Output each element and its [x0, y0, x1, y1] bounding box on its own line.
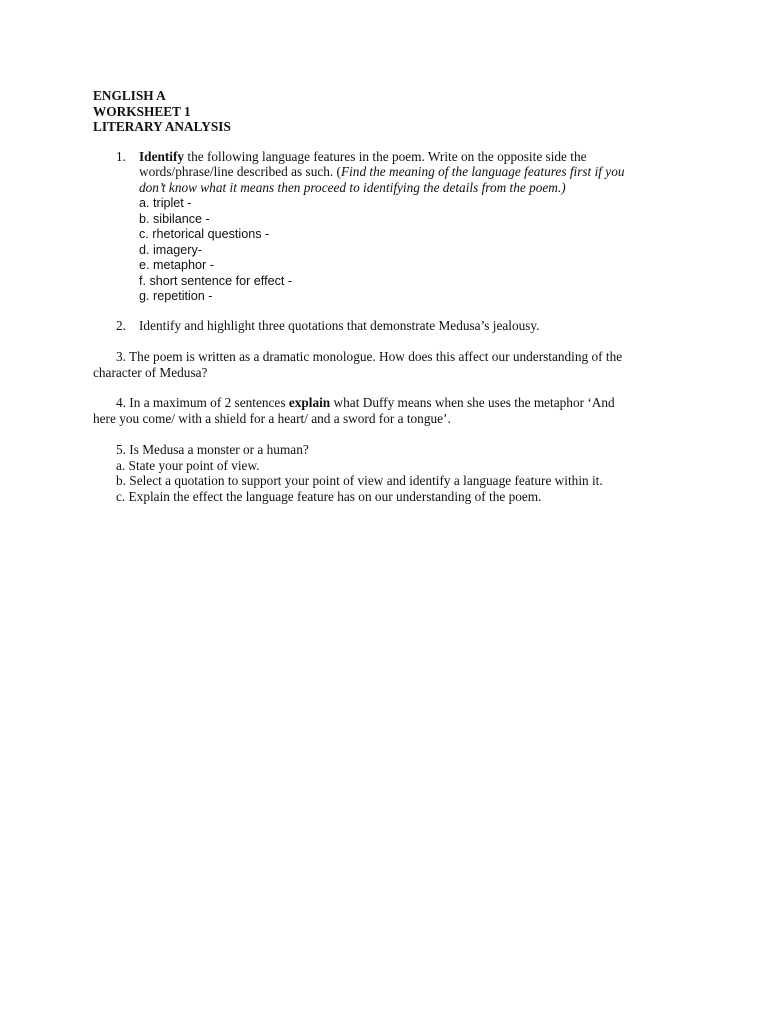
question-5-part-a: a. State your point of view. [116, 458, 260, 473]
question-3-line-1: 3. The poem is written as a dramatic monologue. How does this affect our understanding of the [116, 349, 623, 364]
question-2-number: 2. [116, 318, 126, 333]
question-3-line-2: character of Medusa? [93, 365, 208, 380]
feature-item-metaphor: e. metaphor - [139, 258, 214, 272]
question-4-post: what Duffy means when she uses the metaphor ‘And [330, 395, 615, 410]
question-1-line-2 [139, 164, 679, 180]
worksheet-header [93, 88, 231, 135]
question-4-keyword: explain [288, 395, 331, 410]
question-1-line-3 [139, 180, 679, 196]
subject-title: ENGLISH A [93, 88, 166, 103]
question-5-part-b: b. Select a quotation to support your point of view and identify a language feature within it. [116, 473, 603, 488]
feature-list [139, 196, 292, 305]
question-5-part-c: c. Explain the effect the language feature has on our understanding of the poem. [116, 489, 542, 504]
question-4-line-2: here you come/ with a shield for a heart/ and a sword for a tongue’. [93, 411, 451, 426]
feature-item-rhetorical-questions: c. rhetorical questions - [139, 227, 270, 241]
question-4-line-1 [116, 395, 615, 411]
section-title: LITERARY ANALYSIS [93, 119, 231, 134]
question-1-line-1 [139, 149, 679, 165]
feature-item-imagery: d. imagery- [139, 242, 202, 257]
question-1-italic-b: don’t know what it means then proceed to identifying the details from the poem.) [139, 180, 566, 195]
question-5-line-1: 5. Is Medusa a monster or a human? [116, 442, 309, 457]
worksheet-title: WORKSHEET 1 [93, 103, 191, 119]
question-2-text: Identify and highlight three quotations that demonstrate Medusa’s jealousy. [139, 318, 540, 333]
question-1-italic-a: Find the meaning of the language features first if you [340, 164, 625, 179]
question-4-pre: 4. In a maximum of 2 sentences [116, 395, 289, 410]
question-1-number: 1. [116, 149, 126, 164]
question-1-text-a: the following language features in the poem. Write on the opposite side the [184, 149, 587, 164]
feature-item-short-sentence: f. short sentence for effect - [139, 273, 293, 288]
feature-item-sibilance: b. sibilance - [139, 211, 210, 226]
feature-item-repetition: g. repetition - [139, 289, 213, 303]
question-1-keyword: Identify [139, 149, 185, 164]
feature-item-triplet: a. triplet - [139, 196, 192, 210]
question-1-text-b: words/phrase/line described as such. ( [139, 164, 341, 179]
